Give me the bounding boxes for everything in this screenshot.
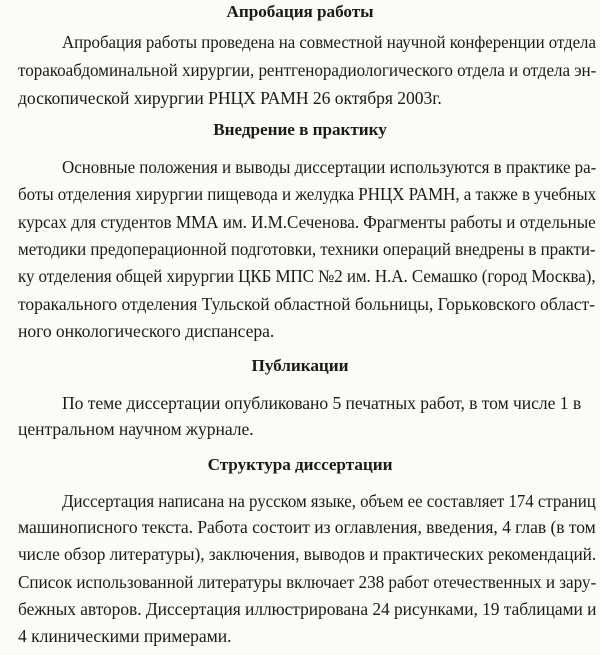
paragraph-line: 4 клиническими примерами. [18,626,232,646]
paragraph-line: центральном научном журнале. [18,419,254,439]
paragraph-line: ку отделения общей хирургии ЦКБ МПС №2 им. Н.А. Семашко (город Москва), [18,266,596,286]
paragraph-line: методики предоперационной подготовки, техники операций внедрены в практи- [18,239,596,259]
section-heading-structure: Структура диссертации [207,455,393,474]
paragraph-line: числе обзор литературы), заключения, выводов и практических рекомендаций. [18,544,597,564]
section-heading-publications: Публикации [251,356,349,375]
paragraph-line: боты отделения хирургии пищевода и желудка РНЦХ РАМН, а также в учебных [18,184,597,204]
paragraph-line: машинописного текста. Работа состоит из оглавления, введения, 4 глав (в том [18,517,596,537]
paragraph-line: ного онкологического диспансера. [18,321,275,341]
paragraph-line: Основные положения и выводы диссертации используются в практике ра- [62,157,597,177]
paragraph-line: Список использованной литературы включает 238 работ отечественных и зару- [18,572,597,592]
paragraph-line: Диссертация написана на русском языке, объем ее составляет 174 страниц [62,491,596,511]
paragraph-line: торакоабдоминальной хирургии, рентгенорадиологического отдела и отдела эн- [18,60,597,80]
paragraph-line: курсах для студентов ММА им. И.М.Сеченова. Фрагменты работы и отдельные [18,212,596,232]
paragraph-line: бежных авторов. Диссертация иллюстрирована 24 рисунками, 19 таблицами и [18,599,597,619]
section-heading-approbation: Апробация работы [226,2,374,21]
paragraph-line: По теме диссертации опубликовано 5 печатных работ, в том числе 1 в [62,393,582,413]
section-heading-implementation: Внедрение в практику [213,120,387,139]
paragraph-line: Апробация работы проведена на совместной научной конференции отдела [62,32,596,52]
paragraph-line: торакального отделения Тульской областной больницы, Горьковского област- [18,294,595,314]
paragraph-line: доскопической хирургии РНЦХ РАМН 26 октября 2003г. [18,88,442,108]
